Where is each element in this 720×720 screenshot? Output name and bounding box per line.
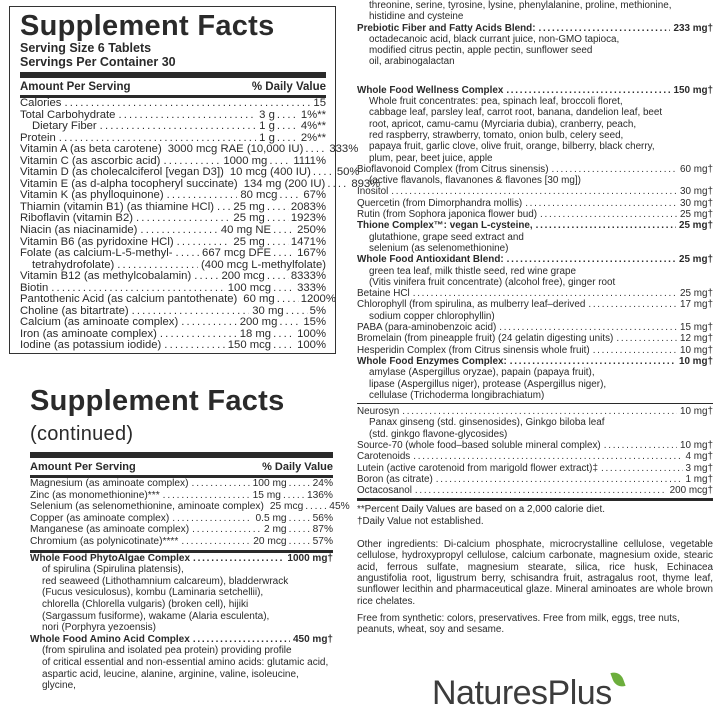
leader-dots — [273, 340, 295, 352]
leader-dots — [273, 248, 295, 260]
text-line: of critical essential and non-essential amino acids: glutamic acid, — [42, 656, 329, 668]
nutrient-name: Chromium (as polynicotinate)**** — [30, 535, 179, 547]
nutrient-amount: 80 mcg — [240, 189, 278, 202]
text-line: cabbage leaf, parsley leaf, carrot root, banana, dandelion leaf, beet — [369, 107, 663, 119]
leader-dots — [413, 288, 677, 299]
ingredient-amount: 10 mg† — [680, 439, 713, 451]
text-line: green tea leaf, milk thistle seed, red wine grape — [369, 265, 576, 277]
leader-dots — [267, 202, 289, 214]
text-line: **Percent Daily Values are based on a 2,000 calorie diet. — [357, 504, 605, 516]
leader-dots — [499, 322, 677, 333]
text-line: (std. ginkgo flavone-glycosides) — [369, 428, 508, 440]
nutrient-name: Manganese (as aminoate complex) — [30, 524, 190, 536]
column-header: Amount Per Serving % Daily Value — [20, 81, 326, 93]
ingredient-amount: 17 mg† — [680, 299, 713, 311]
nutrient-row — [20, 340, 326, 352]
nutrient-name: Calories — [20, 97, 62, 109]
text-line: nori (Porphyra yezoensis) — [42, 622, 156, 634]
ingredient-amount: 10 mg† — [680, 344, 713, 356]
text-line: Panax ginseng (std. ginsenosides), Ginkgo biloba leaf — [369, 417, 605, 429]
ingredient-row — [357, 333, 713, 344]
nutrient-amount: 60 mg — [243, 293, 275, 306]
nutrient-amount: 134 mg (200 IU) — [243, 177, 326, 190]
ingredient-name: Rutin (from Sophora japonica flower bud) — [357, 209, 538, 221]
nutrient-name: Vitamin B6 (as pyridoxine HCl) — [20, 235, 174, 248]
nutrient-name: Vitamin E (as d-alpha tocopheryl succinate) — [20, 177, 238, 190]
daily-value: 1200% — [300, 293, 336, 306]
text-line: plum, pear, beet juice, apple — [369, 152, 493, 164]
leader-dots — [172, 513, 252, 525]
text-line: †Daily Value not established. — [357, 515, 484, 527]
nutrient-row — [30, 490, 333, 502]
leader-dots — [100, 121, 256, 133]
nutrient-amount: 15 mg — [252, 489, 281, 501]
nutrient-name: Protein — [20, 131, 56, 144]
prebiotic-blend: Prebiotic Fiber and Fatty Acids Blend: . . . 233 mg† — [357, 23, 713, 34]
nutrient-name: Vitamin D (as cholecalciferol [vegan D3]) — [20, 166, 224, 179]
nutrient-row — [20, 98, 326, 110]
daily-value: 15% — [303, 316, 326, 329]
leaf-icon — [610, 670, 625, 689]
amino-acid-continued — [357, 0, 713, 23]
leader-dots — [601, 463, 683, 474]
daily-value: 100% — [297, 339, 326, 352]
leader-dots — [289, 524, 311, 536]
ingredient-row — [357, 451, 713, 462]
text-line: chlorella (Chlorella vulgaris) (broken cell), hijiki — [42, 598, 249, 610]
panel-title: Supplement Facts — [20, 10, 275, 42]
leader-dots — [181, 317, 236, 329]
neurosyn-description — [357, 417, 713, 440]
ingredient-amount: 25 mg† — [680, 209, 713, 221]
text-line: (from spirulina and isolated pea protein) providing profile — [42, 645, 292, 657]
nutrient-amount: 0.5 mg — [255, 512, 287, 524]
panel-title: Supplement Facts (continued) — [30, 385, 285, 445]
nutrient-name: Vitamin C (as ascorbic acid) — [20, 154, 161, 167]
text-line: (Fucus vesiculosus), kombu (Laminaria setchellii), — [42, 587, 264, 599]
ingredient-amount: 12 mg† — [680, 333, 713, 345]
ingredient-name: Lutein (active carotenoid from marigold flower extract)‡ — [357, 462, 598, 474]
leader-dots — [217, 202, 230, 214]
nutrient-name: Zinc (as monomethionine)*** — [30, 489, 160, 501]
nutrient-amount: 10 mcg (400 IU) — [229, 166, 311, 179]
text-line: selenium (as selenomethionine) — [369, 242, 509, 254]
nutrient-row — [30, 478, 333, 490]
daily-value: 45% — [329, 501, 350, 513]
nutrient-amount: 25 mcg — [269, 501, 304, 513]
text-line: lipase (Aspergillus niger), protease (Aspergillus niger), — [369, 378, 607, 390]
nutrient-name: Magnesium (as aminoate complex) — [30, 478, 189, 489]
nutrient-amount: 15 — [313, 97, 326, 109]
text-line: cellulase (Trichoderma longibrachiatum) — [369, 389, 545, 401]
ingredient-row — [357, 345, 713, 356]
naturesplus-logo: NaturesPlus — [432, 674, 623, 713]
ingredient-name: Chlorophyll (from spirulina, as mulberry leaf–derived — [357, 299, 586, 311]
ingredient-list — [357, 288, 713, 311]
nutrient-amount: 2 mg — [263, 524, 287, 536]
daily-value: 24% — [312, 478, 333, 489]
ingredient-row — [357, 186, 713, 197]
daily-value: 1923% — [290, 212, 326, 225]
phytoalgae-description — [30, 564, 333, 634]
phytoalgae-complex: Whole Food PhytoAlgae Complex . . . 1000 mg† — [30, 553, 333, 565]
text-line: papaya fruit, garlic clove, olive fruit, orange, bilberry, black cherry, — [369, 141, 655, 153]
daily-value: 893% — [351, 177, 381, 190]
nutrient-name: Folate (as calcium-L-5-methyl- — [20, 247, 173, 260]
leader-dots — [436, 474, 683, 485]
leader-dots — [391, 186, 677, 197]
ingredient-amount: 30 mg† — [680, 186, 713, 198]
leader-dots — [540, 209, 677, 220]
text-line: threonine, serine, tyrosine, lysine, phenylalanine, proline, methionine, — [369, 0, 672, 11]
wellness-complex: Whole Food Wellness Complex . . . 150 mg† — [357, 85, 713, 96]
ingredient-name: PABA (para-aminobenzoic acid) — [357, 322, 497, 334]
text-line: Whole fruit concentrates: pea, spinach leaf, broccoli floret, — [369, 96, 623, 108]
bioflavonoid-complex: Bioflavonoid Complex (from Citrus sinensis) . . . 60 mg† — [357, 164, 713, 175]
text-line: histidine and cysteine — [369, 11, 464, 23]
chlorophyll-detail: sodium copper chlorophyllin) — [369, 310, 495, 322]
nutrient-name: Riboflavin (vitamin B2) — [20, 212, 134, 225]
leader-dots — [289, 536, 311, 548]
footnotes — [357, 504, 713, 527]
nutrient-name: Selenium (as selenomethionine, aminoate complex) — [30, 501, 264, 513]
ingredient-row — [357, 474, 713, 485]
ingredient-row — [357, 288, 713, 299]
nutrient-amount: 150 mcg — [227, 339, 272, 352]
ingredient-name: Betaine HCl — [357, 288, 410, 300]
nutrient-name: Niacin (as niacinamide) — [20, 224, 138, 237]
daily-value: 2%** — [300, 131, 326, 144]
supplement-facts-continued-panel — [24, 385, 350, 692]
ingredient-amount: 4 mg† — [685, 451, 713, 463]
daily-value: 136% — [306, 489, 333, 501]
nutrient-row — [20, 271, 326, 283]
leader-dots — [192, 478, 250, 490]
ingredient-row — [357, 485, 713, 496]
nutrient-amount: 200 mcg — [221, 270, 265, 283]
ingredient-row — [357, 209, 713, 220]
divider — [20, 72, 326, 78]
nutrient-amount: 25 mg — [233, 235, 265, 248]
nutrient-amount: 100 mcg — [227, 281, 272, 294]
text-line: root, apricot, camu-camu (Myrciaria dubia), cranberry, peach, — [369, 118, 637, 130]
nutrient-amount: 20 mcg — [253, 535, 287, 547]
nutrient-name: Iron (as aminoate complex) — [20, 327, 157, 340]
servings-per-container: Servings Per Container 30 — [20, 55, 176, 69]
neurosyn: Neurosyn . . . 10 mg† — [357, 406, 713, 417]
nutrient-name: Biotin — [20, 281, 49, 294]
ingredient-amount: 25 mg† — [680, 288, 713, 300]
daily-value: 56% — [312, 512, 333, 524]
ingredient-list — [357, 186, 713, 220]
leader-dots — [588, 299, 677, 310]
nutrient-amount: 40 mg NE — [220, 224, 272, 237]
leader-dots — [616, 333, 677, 344]
nutrient-amount: 667 mcg DFE — [202, 247, 272, 260]
daily-value: 250% — [297, 224, 326, 237]
nutrient-amount: 30 mg — [252, 304, 284, 317]
nutrient-name: Iodine (as potassium iodide) — [20, 339, 162, 352]
nutrient-amount: 100 mg — [252, 478, 287, 489]
prebiotic-description — [357, 34, 713, 68]
nutrient-name: Copper (as aminoate complex) — [30, 512, 170, 524]
leader-dots — [163, 490, 250, 502]
leader-dots — [273, 329, 295, 341]
enzymes-complex: Whole Food Enzymes Complex: . . . 10 mg† — [357, 356, 713, 367]
daily-value: 67% — [303, 189, 326, 202]
nutrient-name: Pantothenic Acid (as calcium pantothenate) — [20, 293, 238, 306]
nutrient-amount: (400 mcg L-methylfolate) — [201, 258, 326, 271]
leader-dots — [160, 329, 237, 341]
leader-dots — [176, 248, 199, 260]
text-line: aspartic acid, leucine, alanine, arginine, valine, isoleucine, glycine, — [42, 668, 299, 692]
leader-dots — [604, 440, 677, 451]
nutrient-name: Thiamin (vitamin B1) (as thiamine HCl) — [20, 200, 214, 213]
leader-dots — [192, 524, 261, 536]
leader-dots — [525, 198, 677, 209]
ingredient-name: Bromelain (from pineapple fruit) (24 gelatin digesting units) — [357, 333, 614, 345]
daily-value: 100% — [297, 327, 326, 340]
nutrient-amount: 18 mg — [239, 327, 272, 340]
leader-dots — [289, 513, 311, 525]
nutrient-name: Choline (as bitartrate) — [20, 304, 129, 317]
text-line: of spirulina (Spirulina platensis), — [42, 564, 184, 576]
daily-value: 5% — [309, 304, 326, 317]
leader-dots — [289, 478, 311, 490]
ingredient-row — [357, 198, 713, 209]
text-line: glutathione, grape seed extract and — [369, 231, 524, 243]
nutrient-amount: 1 g — [259, 131, 275, 144]
text-line: red seaweed (Lithothamnium calcareum), bladderwrack — [42, 575, 289, 587]
nutrient-row — [20, 248, 326, 260]
ingredient-amount: 30 mg† — [680, 197, 713, 209]
ingredient-name: Quercetin (from Dimorphandra mollis) — [357, 197, 523, 209]
nutrient-row — [20, 225, 326, 237]
ingredient-row — [357, 440, 713, 451]
ingredient-amount: 200 mcg† — [669, 485, 713, 497]
text-line: red raspberry, strawberry, tomato, onion bulb, celery seed, — [369, 129, 624, 141]
ingredient-row — [357, 463, 713, 474]
ingredient-row — [357, 322, 713, 333]
daily-value: 333% — [329, 143, 359, 156]
text-line: (Sargassum fusiforme), wakame (Alaria esculenta), — [42, 610, 270, 622]
ingredient-name: Boron (as citrate) — [357, 473, 433, 485]
ingredient-list — [357, 322, 713, 356]
nutrient-amount: 3 g — [259, 108, 275, 121]
ingredient-name: Hesperidin Complex (from Citrus sinensis whole fruit) — [357, 344, 590, 356]
leader-dots — [283, 490, 305, 502]
daily-value: 2083% — [290, 200, 326, 213]
nutrient-row — [30, 513, 333, 525]
enzymes-description — [357, 367, 713, 401]
daily-value: 1471% — [290, 235, 326, 248]
leader-dots — [327, 179, 349, 191]
nutrient-amount: 1 g — [259, 120, 275, 133]
leader-dots — [140, 225, 217, 237]
leader-dots — [164, 340, 224, 352]
leader-dots — [273, 225, 295, 237]
ingredient-row — [357, 299, 713, 310]
bioflavonoid-detail: (active flavanols, flavanones & flavones [30 mg]) — [369, 175, 581, 187]
daily-value: 1%** — [300, 108, 326, 121]
nutrient-name: Vitamin A (as beta carotene) — [20, 143, 162, 156]
supplement-facts-right-column — [357, 0, 713, 636]
leader-dots — [277, 121, 299, 133]
leader-dots — [136, 213, 230, 225]
ingredient-name: Source-70 (whole food–based soluble mineral complex) — [357, 439, 601, 451]
leader-dots — [277, 110, 299, 122]
wellness-description — [357, 96, 713, 164]
leader-dots — [305, 501, 327, 513]
text-line: modified citrus pectin, apple pectin, sunflower seed — [369, 45, 593, 57]
other-ingredients: Other ingredients: Di-calcium phosphate, microcrystalline cellulose, vegetable cellulose, hydroxypropyl cellulose, calcium carbonate, magnesium oxide, stearic acid, ferrous sulfate, magnesium stearate, silica, rice husk, Echinacea angustifolia root, ligustrum berry, schisandra fruit, astragalus root, thyme leaf, sunflower lecithin and pharmaceutical glaze. Mineral aminoates are whole brown rice chelates. — [357, 539, 713, 607]
divider — [357, 498, 713, 501]
leader-dots — [593, 345, 677, 356]
amino-acid-description — [30, 645, 333, 691]
ingredient-name: Octacosanol — [357, 485, 412, 497]
nutrient-row — [30, 524, 333, 536]
serving-size: Serving Size 6 Tablets — [20, 41, 152, 55]
antioxidant-description — [357, 266, 713, 289]
daily-value: 8333% — [290, 270, 326, 283]
nutrient-name: Vitamin B12 (as methylcobalamin) — [20, 270, 192, 283]
daily-value: 57% — [312, 535, 333, 547]
daily-value: 333% — [297, 281, 326, 294]
nutrient-name: Vitamin K (as phylloquinone) — [20, 189, 164, 202]
ingredient-amount: 1 mg† — [685, 473, 713, 485]
amino-acid-complex: Whole Food Amino Acid Complex . . . 450 mg† — [30, 634, 333, 646]
ingredient-name: Carotenoids — [357, 451, 411, 463]
thione-description — [357, 232, 713, 255]
nutrient-row — [30, 536, 333, 548]
nutrient-name: Dietary Fiber — [32, 120, 97, 133]
nutrient-name: Total Carbohydrate — [20, 108, 116, 121]
nutrient-row — [20, 121, 326, 133]
thione-complex: Thione Complex™: vegan L-cysteine, . . . 25 mg† — [357, 220, 713, 231]
mineral-list — [30, 478, 350, 548]
text-line: oil, arabinogalactan — [369, 56, 455, 68]
nutrient-row — [20, 143, 359, 156]
leader-dots — [181, 536, 250, 548]
daily-value: 167% — [297, 247, 326, 260]
leader-dots — [118, 110, 256, 122]
text-line: amylase (Aspergillus oryzae), papain (papaya fruit), — [369, 367, 595, 379]
leader-dots — [194, 271, 218, 283]
nutrient-amount: 200 mg — [239, 316, 278, 329]
leader-dots — [305, 144, 327, 156]
daily-value: 50% — [336, 166, 360, 179]
divider — [357, 403, 713, 404]
nutrient-amount: 1000 mg — [223, 154, 268, 167]
nutrient-name: Calcium (as aminoate complex) — [20, 316, 179, 329]
ingredient-list — [357, 440, 713, 496]
nutrient-name: tetrahydrofolate) — [32, 258, 115, 271]
daily-value: 4%** — [300, 120, 326, 133]
free-from: Free from synthetic: colors, preservatives. Free from milk, eggs, tree nuts, peanuts, wheat, soy and sesame. — [357, 612, 680, 636]
nutrient-amount: 25 mg — [233, 200, 265, 213]
nutrient-row — [30, 501, 350, 513]
leader-dots — [273, 283, 295, 295]
text-line: octadecanoic acid, black currant juice, non-GMO tapioca, — [369, 33, 620, 45]
text-line: (Vitis vinifera fruit concentrate) (alcohol free), ginger root — [369, 276, 616, 288]
antioxidant-blend: Whole Food Antioxidant Blend: . . . 25 mg† — [357, 254, 713, 265]
leader-dots — [413, 451, 682, 462]
nutrient-amount: 3000 mcg RAE (10,000 IU) — [167, 143, 304, 156]
leader-dots — [64, 98, 310, 110]
ingredient-amount: 3 mg† — [685, 462, 713, 474]
divider — [30, 452, 333, 458]
nutrient-amount: 25 mg — [233, 212, 265, 225]
leader-dots — [415, 485, 667, 496]
column-header: Amount Per Serving % Daily Value — [30, 461, 333, 473]
daily-value: 1111% — [293, 154, 326, 167]
ingredient-name: Inositol — [357, 186, 389, 198]
ingredient-amount: 15 mg† — [680, 322, 713, 334]
daily-value: 87% — [312, 524, 333, 536]
